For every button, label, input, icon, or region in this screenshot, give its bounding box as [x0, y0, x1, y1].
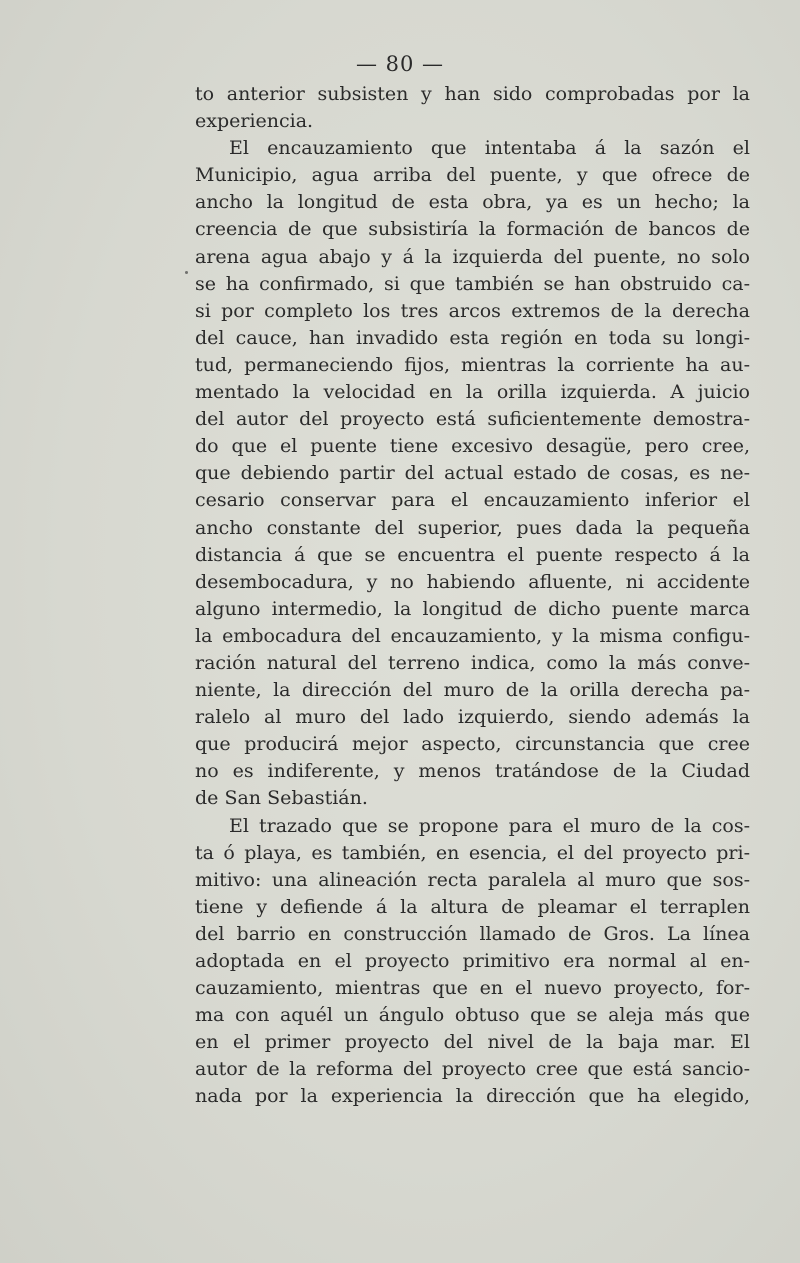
- print-speck: [185, 271, 188, 274]
- text-line: tiene y defiende á la altura de pleamar el terraplen: [195, 895, 750, 918]
- text-line: que debiendo partir del actual estado de cosas, es ne-: [195, 462, 750, 485]
- text-line: experiencia.: [195, 110, 314, 133]
- text-line: autor de la reforma del proyecto cree que está sancio-: [195, 1058, 750, 1081]
- text-line: del barrio en construcción llamado de Gros. La línea: [195, 922, 750, 945]
- text-line: alguno intermedio, la longitud de dicho puente marca: [195, 597, 750, 620]
- text-line: ralelo al muro del lado izquierdo, siendo además la: [195, 706, 750, 729]
- text-line: adoptada en el proyecto primitivo era normal al en-: [195, 950, 750, 972]
- text-line: del autor del proyecto está suficientemente demostra-: [195, 408, 750, 431]
- text-line: cauzamiento, mientras que en el nuevo proyecto, for-: [195, 977, 750, 1000]
- text-line: si por completo los tres arcos extremos de la derecha: [195, 299, 750, 322]
- text-line: ta ó playa, es también, en esencia, el del proyecto pri-: [195, 841, 750, 864]
- text-line: distancia á que se encuentra el puente respecto á la: [195, 543, 750, 566]
- text-line: arena agua abajo y á la izquierda del puente, no solo: [195, 245, 750, 268]
- text-line: El trazado que se propone para el muro de la cos-: [229, 814, 750, 837]
- text-line: ración natural del terreno indica, como la más conve-: [195, 651, 750, 674]
- text-line: Municipio, agua arriba del puente, y que ofrece de: [195, 164, 750, 187]
- text-line: de San Sebastián.: [195, 787, 368, 810]
- text-line: cesario conservar para el encauzamiento inferior el: [195, 489, 750, 512]
- text-line: ancho la longitud de esta obra, ya es un hecho; la: [195, 191, 750, 214]
- text-line: niente, la dirección del muro de la orilla derecha pa-: [195, 679, 750, 702]
- text-line: desembocadura, y no habiendo afluente, ni accidente: [195, 570, 750, 593]
- text-line: tud, permaneciendo fijos, mientras la corriente ha au-: [195, 353, 750, 376]
- text-line: ma con aquél un ángulo obtuso que se aleja más que: [195, 1004, 750, 1027]
- page-body-text: [195, 81, 750, 1111]
- text-line: nada por la experiencia la dirección que ha elegido,: [195, 1085, 750, 1108]
- text-line: El encauzamiento que intentaba á la sazón el: [229, 137, 750, 160]
- text-line: do que el puente tiene excesivo desagüe, pero cree,: [195, 435, 750, 458]
- text-line: que producirá mejor aspecto, circunstancia que cree: [195, 733, 750, 756]
- text-line: no es indiferente, y menos tratándose de la Ciudad: [195, 760, 750, 783]
- text-line: del cauce, han invadido esta región en toda su longi-: [195, 326, 750, 349]
- text-line: la embocadura del encauzamiento, y la misma configu-: [195, 624, 750, 647]
- text-line: mentado la velocidad en la orilla izquierda. A juicio: [195, 381, 750, 404]
- text-line: se ha confirmado, si que también se han obstruido ca-: [195, 272, 750, 295]
- text-line: en el primer proyecto del nivel de la baja mar. El: [195, 1031, 750, 1054]
- text-line: to anterior subsisten y han sido comprobadas por la: [195, 83, 750, 105]
- text-line: mitivo: una alineación recta paralela al muro que sos-: [195, 868, 750, 891]
- page-number-header: — 80 —: [355, 52, 445, 76]
- text-line: ancho constante del superior, pues dada la pequeña: [195, 516, 750, 539]
- text-line: creencia de que subsistiría la formación de bancos de: [195, 218, 750, 241]
